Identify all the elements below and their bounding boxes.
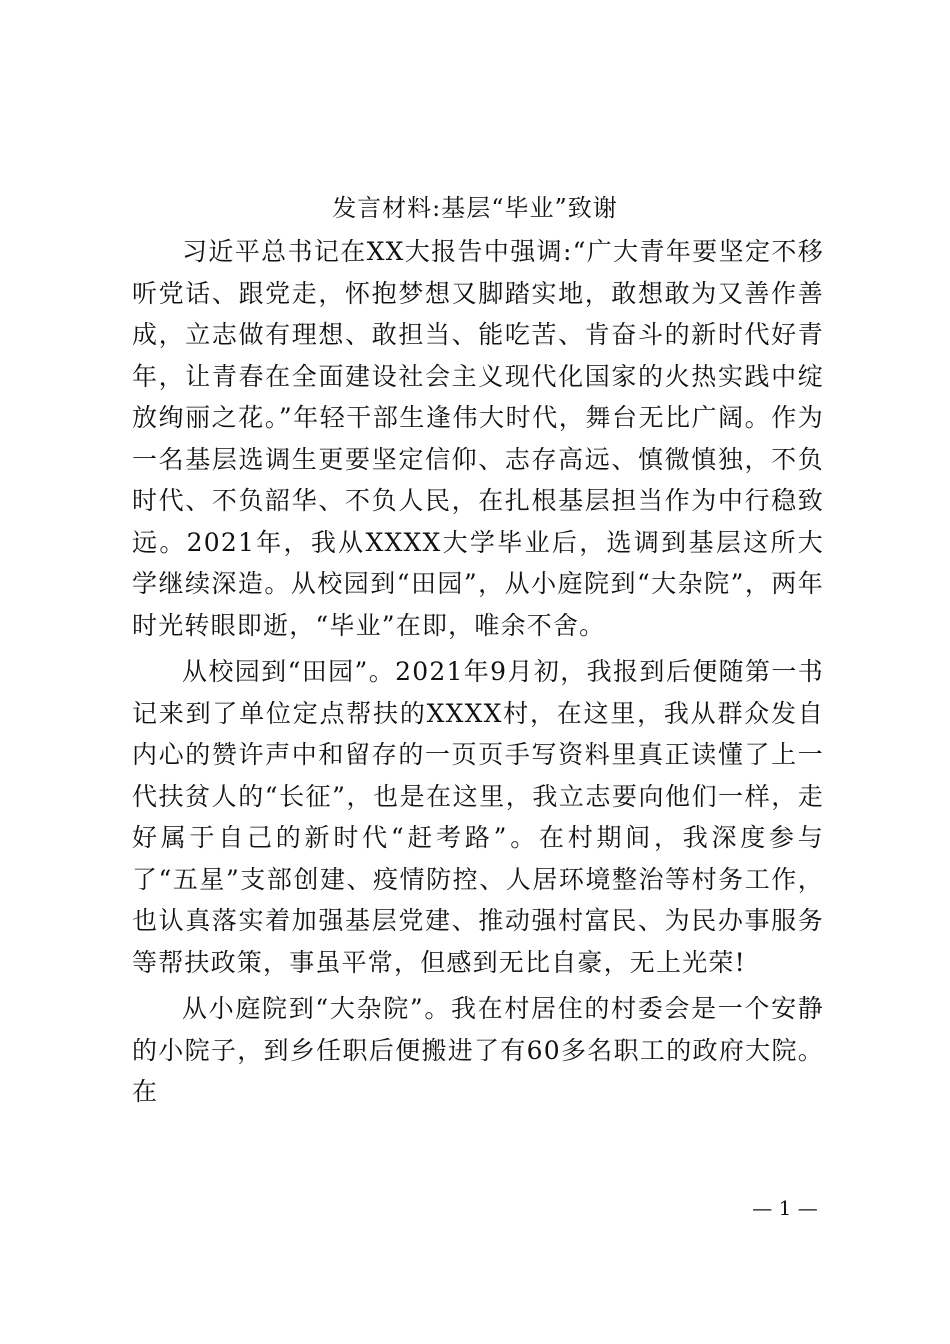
paragraph-courtyard: 从小庭院到“大杂院”。我在村居住的村委会是一个安静的小院子，到乡任职后便搬进了有60多名职工的政府大院。在 [132,994,824,1106]
document-title: 发言材料:基层“毕业”致谢 [332,194,618,222]
paragraph-campus-to-countryside: 从校园到“田园”。2021年9月初，我报到后便随第一书记来到了单位定点帮扶的XXXX村，在这里，我从群众发自内心的赞许声中和留存的一页页手写资料里真正读懂了上一代扶贫人的“长征”，也是在这里，我立志要向他们一样，走好属于自己的新时代“赶考路”。在村期间，我深度参与了“五星”支部创建、疫情防控、人居环境整治等村务工作，也认真落实着加强基层党建、推动强村富民、为民办事服务等帮扶政策，事虽平常，但感到无比自豪，无上光荣! [132,657,824,977]
page-number: — 1 — [752,1196,818,1220]
paragraph-intro: 习近平总书记在XX大报告中强调:“广大青年要坚定不移听党话、跟党走，怀抱梦想又脚踏实地，敢想敢为又善作善成，立志做有理想、敢担当、能吃苦、肯奋斗的新时代好青年，让青春在全面建设社会主义现代化国家的火热实践中绽放绚丽之花。”年轻干部生逢伟大时代，舞台无比广阔。作为一名基层选调生更要坚定信仰、志存高远、慎微慎独，不负时代、不负韶华、不负人民，在扎根基层担当作为中行稳致远。2021年，我从XXXX大学毕业后，选调到基层这所大学继续深造。从校园到“田园”，从小庭院到“大杂院”，两年时光转眼即逝，“毕业”在即，唯余不舍。 [132,237,824,640]
document-body [132,231,824,1118]
